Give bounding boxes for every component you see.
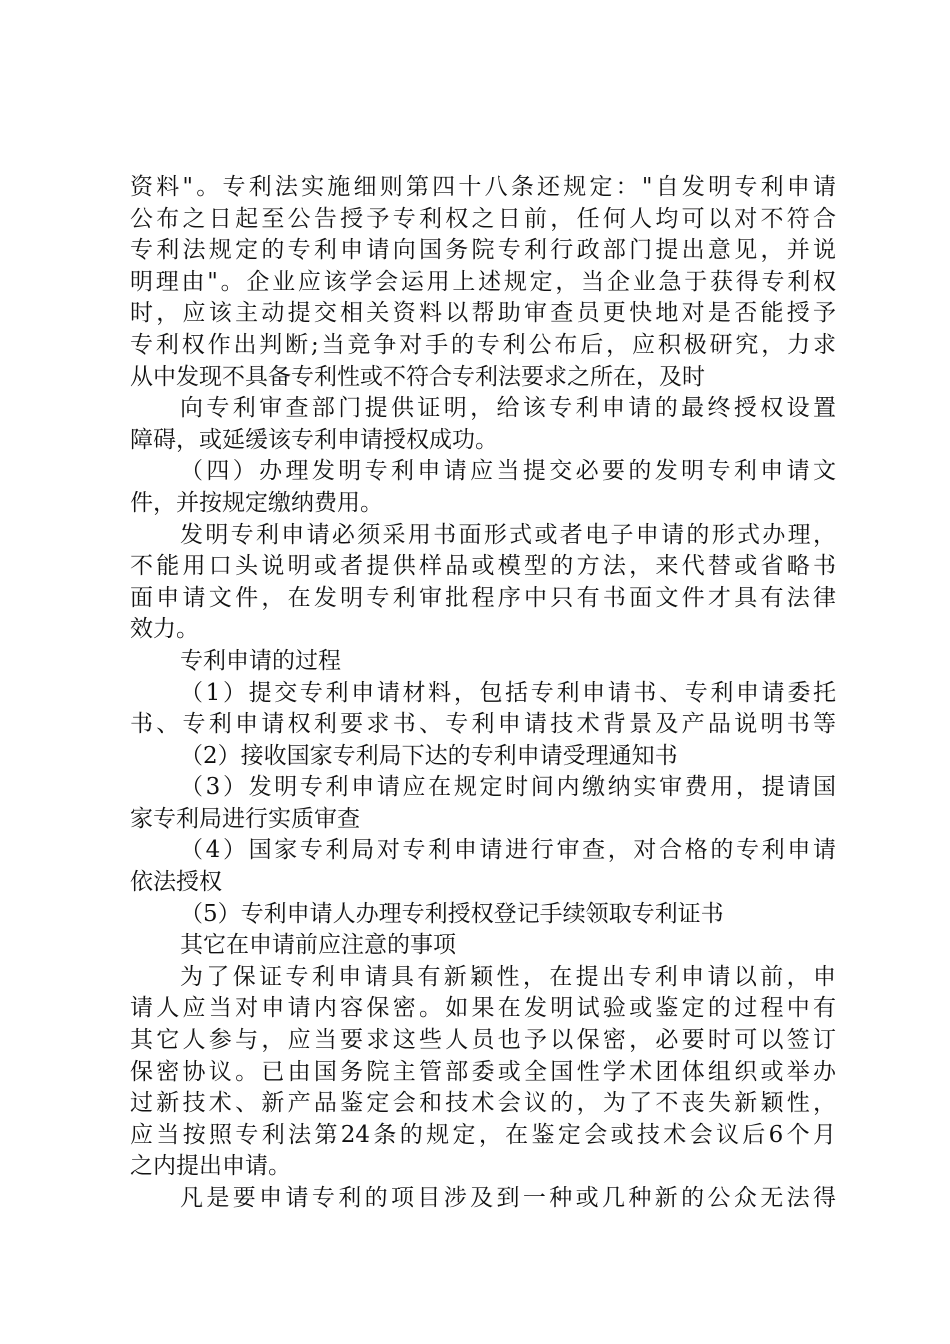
text-line: （1）提交专利申请材料，包括专利申请书、专利申请委托 bbox=[180, 679, 836, 706]
text-line: 时，应该主动提交相关资料以帮助审查员更快地对是否能授予 bbox=[130, 300, 836, 327]
text-line: 发明专利申请必须采用书面形式或者电子申请的形式办理， bbox=[180, 521, 836, 548]
text-line: 家专利局进行实质审查 bbox=[130, 805, 360, 832]
text-line: 件，并按规定缴纳费用。 bbox=[130, 489, 383, 516]
text-line: 过新技术、新产品鉴定会和技术会议的，为了不丧失新颖性， bbox=[130, 1090, 836, 1117]
text-line: 专利法规定的专利申请向国务院专利行政部门提出意见，并说 bbox=[130, 237, 836, 264]
document-body bbox=[130, 172, 836, 1215]
text-line: 专利申请的过程 bbox=[180, 647, 341, 674]
text-line: 障碍，或延缓该专利申请授权成功。 bbox=[130, 426, 498, 453]
text-line: 资料"。专利法实施细则第四十八条还规定："自发明专利申请 bbox=[130, 174, 836, 200]
text-line: 从中发现不具备专利性或不符合专利法要求之所在，及时 bbox=[130, 363, 705, 390]
text-line: 请人应当对申请内容保密。如果在发明试验或鉴定的过程中有 bbox=[130, 995, 836, 1022]
text-line: 明理由"。企业应该学会运用上述规定，当企业急于获得专利权 bbox=[130, 268, 836, 295]
text-line: 凡是要申请专利的项目涉及到一种或几种新的公众无法得 bbox=[180, 1185, 836, 1211]
text-line: 专利权作出判断;当竞争对手的专利公布后，应积极研究，力求 bbox=[130, 331, 836, 358]
text-line: 依法授权 bbox=[130, 869, 222, 896]
text-line: 为了保证专利申请具有新颖性，在提出专利申请以前，申 bbox=[180, 963, 836, 990]
text-line: 书、专利申请权利要求书、专利申请技术背景及产品说明书等 bbox=[130, 711, 836, 738]
text-line: （2）接收国家专利局下达的专利申请受理通知书 bbox=[180, 742, 678, 769]
text-line: （3）发明专利申请应在规定时间内缴纳实审费用，提请国 bbox=[180, 774, 836, 801]
text-line: 效力。 bbox=[130, 616, 199, 643]
text-line: 不能用口头说明或者提供样品或模型的方法，来代替或省略书 bbox=[130, 553, 836, 580]
text-line: 其它在申请前应注意的事项 bbox=[180, 932, 456, 959]
text-line: 面申请文件，在发明专利审批程序中只有书面文件才具有法律 bbox=[130, 584, 836, 611]
text-line: 之内提出申请。 bbox=[130, 1153, 291, 1180]
text-line: 其它人参与，应当要求这些人员也予以保密，必要时可以签订 bbox=[130, 1027, 836, 1054]
text-line: 向专利审查部门提供证明，给该专利申请的最终授权设置 bbox=[180, 395, 836, 422]
text-line: 公布之日起至公告授予专利权之日前，任何人均可以对不符合 bbox=[130, 205, 836, 232]
text-line: （5）专利申请人办理专利授权登记手续领取专利证书 bbox=[180, 900, 724, 927]
text-line: 保密协议。已由国务院主管部委或全国性学术团体组织或举办 bbox=[130, 1058, 836, 1085]
text-line: （4）国家专利局对专利申请进行审查，对合格的专利申请 bbox=[180, 837, 836, 864]
text-line: （四）办理发明专利申请应当提交必要的发明专利申请文 bbox=[180, 458, 836, 485]
text-line: 应当按照专利法第24条的规定，在鉴定会或技术会议后6个月 bbox=[130, 1121, 836, 1148]
